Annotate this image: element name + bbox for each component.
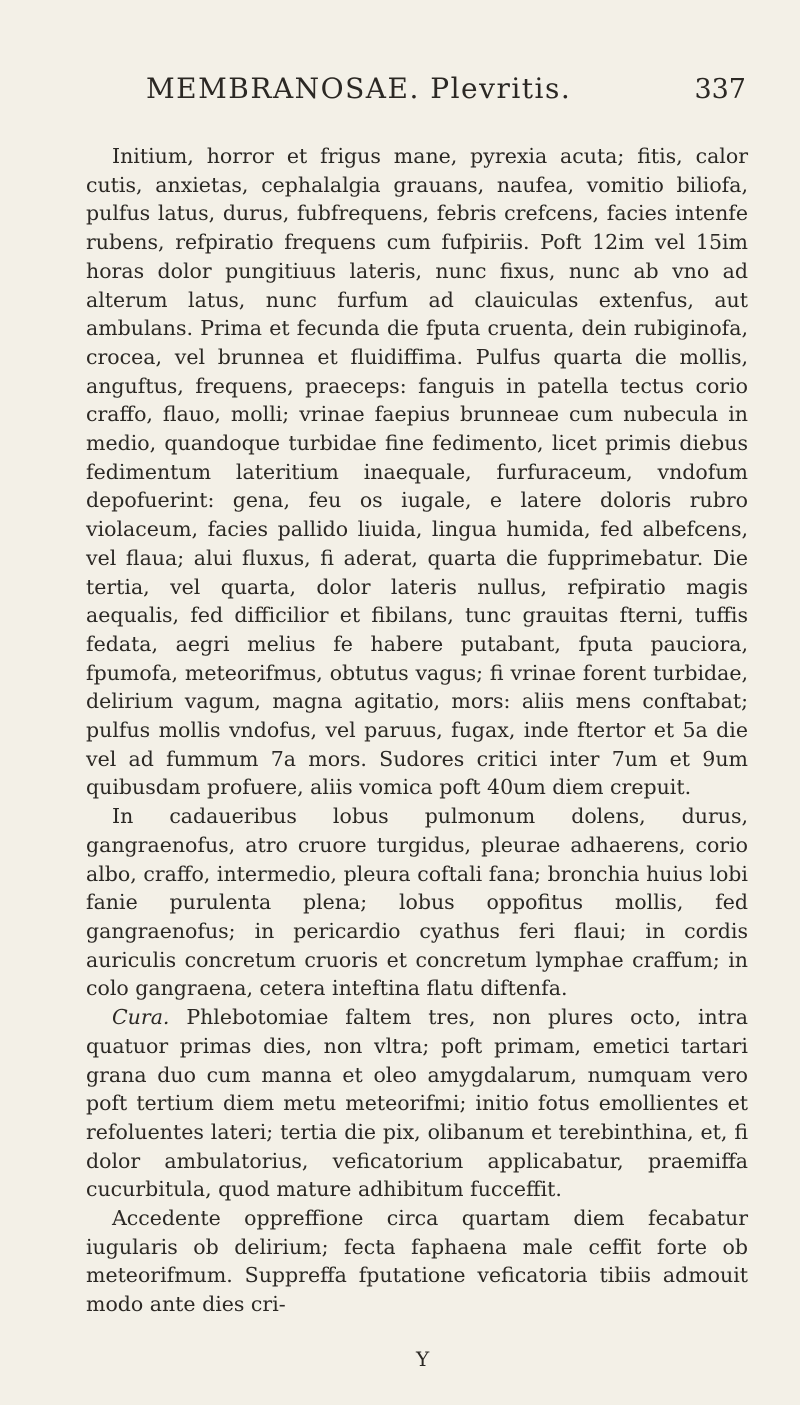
cura-text: Phlebotomiae faltem tres, non plures octo, intra quatuor primas dies, non vltra; poft primam, emetici tartari grana duo cum manna et oleo amygdalarum, numquam vero poft tertium diem metu meteorifmi; initio fotus emollientes et refoluentes lateri; tertia die pix, olibanum et terebinthina, et, fi dolor ambulatorius, veficatorium applicabatur, praemiffa cucurbitula, quod mature adhibitum fucceffit. <box>86 1005 748 1202</box>
page-number: 337 <box>694 74 746 105</box>
paragraph-cura <box>86 1003 748 1204</box>
running-head <box>86 58 748 105</box>
cura-label: Cura. <box>112 1005 170 1030</box>
paragraph-initium: Initium, horror et frigus mane, pyrexia acuta; fitis, calor cutis, anxietas, cephalalgia grauans, naufea, vomitio biliofa, pulfus latus, durus, fubfrequens, febris crefcens, facies intenfe rubens, refpiratio frequens cum fufpiriis. Poft 12im vel 15im horas dolor pungitiuus lateris, nunc fixus, nunc ab vno ad alterum latus, nunc furfum ad clauiculas extenfus, aut ambulans. Prima et fecunda die fputa cruenta, dein rubiginofa, crocea, vel brunnea et fluidiffima. Pulfus quarta die mollis, anguftus, frequens, praeceps: fanguis in patella tectus corio craffo, flauo, molli; vrinae faepius brunneae cum nubecula in medio, quandoque turbidae fine fedimento, licet primis diebus fedimentum lateritium inaequale, furfuraceum, vndofum depofuerint: gena, feu os iugale, e latere doloris rubro violaceum, facies pallido liuida, lingua humida, fed albefcens, vel flaua; alui fluxus, fi aderat, quarta die fupprimebatur. Die tertia, vel quarta, dolor lateris nullus, refpiratio magis aequalis, fed difficilior et fibilans, tunc grauitas fterni, tuffis fedata, aegri melius fe habere putabant, fputa pauciora, fpumofa, meteorifmus, obtutus vagus; fi vrinae forent turbidae, delirium vagum, magna agitatio, mors: aliis mens conftabat; pulfus mollis vndofus, vel paruus, fugax, inde ftertor et 5a die vel ad fummum 7a mors. Sudores critici inter 7um et 9um quibusdam profuere, aliis vomica poft 40um diem crepuit. <box>86 144 748 800</box>
paragraph-accedente: Accedente oppreffione circa quartam diem fecabatur iugularis ob delirium; fecta faphaena male ceffit forte ob meteorifmum. Suppreffa fputatione veficatoria tibiis admouit modo ante dies cri- <box>86 1206 748 1317</box>
signature-mark: Y <box>416 1347 430 1371</box>
paragraph-cadaueribus: In cadaueribus lobus pulmonum dolens, durus, gangraenofus, atro cruore turgidus, pleurae adhaerens, corio albo, craffo, intermedio, pleura coftali fana; bronchia huius lobi fanie purulenta plena; lobus oppofitus mollis, fed gangraenofus; in pericardio cyathus feri flaui; in cordis auriculis concretum cruoris et concretum lymphae craffum; in colo gangraena, cetera inteftina flatu diftenfa. <box>86 804 748 1001</box>
body-text <box>86 142 748 1319</box>
running-title: MEMBRANOSAE. Plevritis. <box>146 72 572 105</box>
